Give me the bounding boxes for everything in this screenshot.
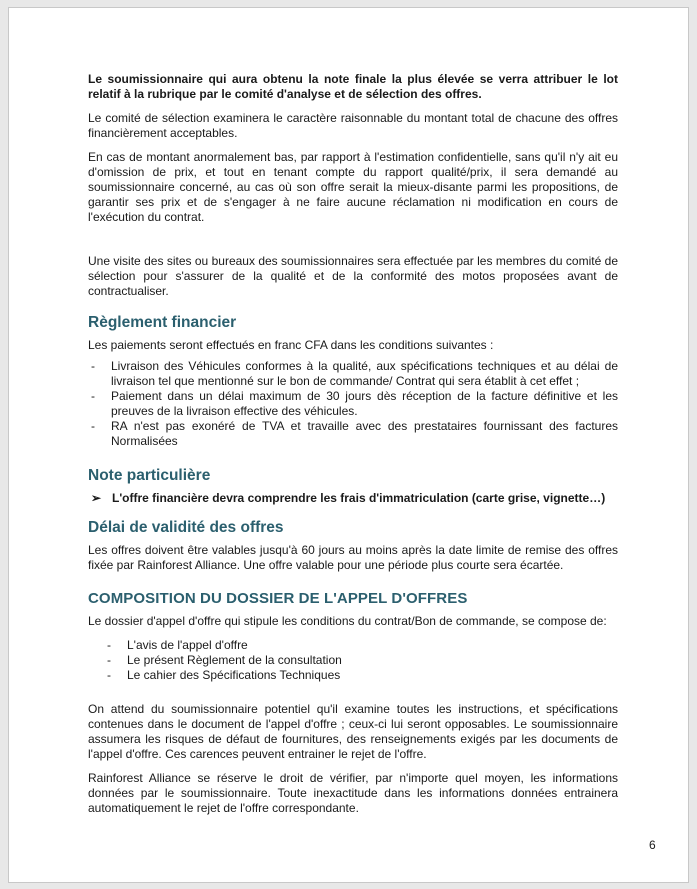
low-price-paragraph: En cas de montant anormalement bas, par rapport à l'estimation confidentielle, sans qu'il n'y ait eu d'omission de prix, et tout en tenant compte du rapport qualité/prix, il sera demandé au soumissionnaire concerné, au cas où son offre serait la mieux-disante parmi les propositions, de garantir ses prix et de s'engager à ne faire aucune réclamation ni modification en cours de l'exécution du contrat. (88, 150, 618, 224)
list-item: - Paiement dans un délai maximum de 30 jours dès réception de la facture définitive et les preuves de la livraison effective des véhicules. (88, 389, 618, 419)
arrow-bullet-icon: ➢ (91, 491, 102, 505)
verification-paragraph: Rainforest Alliance se réserve le droit de vérifier, par n'importe quel moyen, les informations données par le soumissionnaire. Toute inexactitude dans les informations données entrainera automatiquement le rejet de l'offre correspondante. (88, 771, 618, 815)
validite-heading: Délai de validité des offres (88, 519, 284, 536)
list-item: - Le présent Règlement de la consultation (88, 653, 618, 668)
spacer (88, 692, 618, 702)
composition-list (88, 638, 618, 683)
composition-intro: Le dossier d'appel d'offre qui stipule les conditions du contrat/Bon de commande, se compose de: (88, 614, 607, 628)
validite-text: Les offres doivent être valables jusqu'à 60 jours au moins après la date limite de remise des offres fixée par Rainforest Alliance. Une offre valable pour une période plus courte sera écartée. (88, 543, 618, 572)
site-visit-paragraph: Une visite des sites ou bureaux des soumissionnaires sera effectuée par les membres du comité de sélection pour s'assurer de la qualité et de la conformité des motos proposées avant de contractualiser. (88, 254, 618, 298)
list-item: - RA n'est pas exonéré de TVA et travaille avec des prestataires fournissant des factures Normalisées (88, 419, 618, 449)
document-page (8, 7, 689, 883)
page-number: 6 (649, 838, 656, 852)
note-item-text: L'offre financière devra comprendre les frais d'immatriculation (carte grise, vignette…) (112, 491, 606, 505)
reglement-list (88, 359, 618, 449)
instructions-paragraph: On attend du soumissionnaire potentiel qu'il examine toutes les instructions, et spécifications contenues dans le document de l'appel d'offre ; ceux-ci lui seront opposables. Le soumissionnaire assumera les risques de défaut de fournitures, des renseignements exigés par les documents de l'appel d'offre. Ces carences peuvent entrainer le rejet de l'offre. (88, 702, 618, 761)
list-item: - L'avis de l'appel d'offre (88, 638, 618, 653)
spacer (88, 234, 618, 254)
note-heading: Note particulière (88, 467, 211, 484)
list-item: - Le cahier des Spécifications Techniques (88, 668, 618, 683)
spacer (88, 458, 618, 466)
award-paragraph: Le soumissionnaire qui aura obtenu la note finale la plus élevée se verra attribuer le lot relatif à la rubrique par le comité d'analyse et de sélection des offres. (88, 72, 618, 101)
list-item: - Livraison des Véhicules conformes à la qualité, aux spécifications techniques et au délai de livraison tel que mentionné sur le bon de commande/ Contrat qui sera établit à cet effet ; (88, 359, 618, 389)
reglement-heading: Règlement financier (88, 314, 237, 331)
composition-heading: COMPOSITION DU DOSSIER DE L'APPEL D'OFFRES (88, 590, 468, 607)
committee-paragraph: Le comité de sélection examinera le caractère raisonnable du montant total de chacune des offres financièrement acceptables. (88, 111, 618, 140)
reglement-intro: Les paiements seront effectués en franc CFA dans les conditions suivantes : (88, 338, 494, 352)
note-item (88, 491, 618, 506)
page-content (88, 72, 618, 825)
